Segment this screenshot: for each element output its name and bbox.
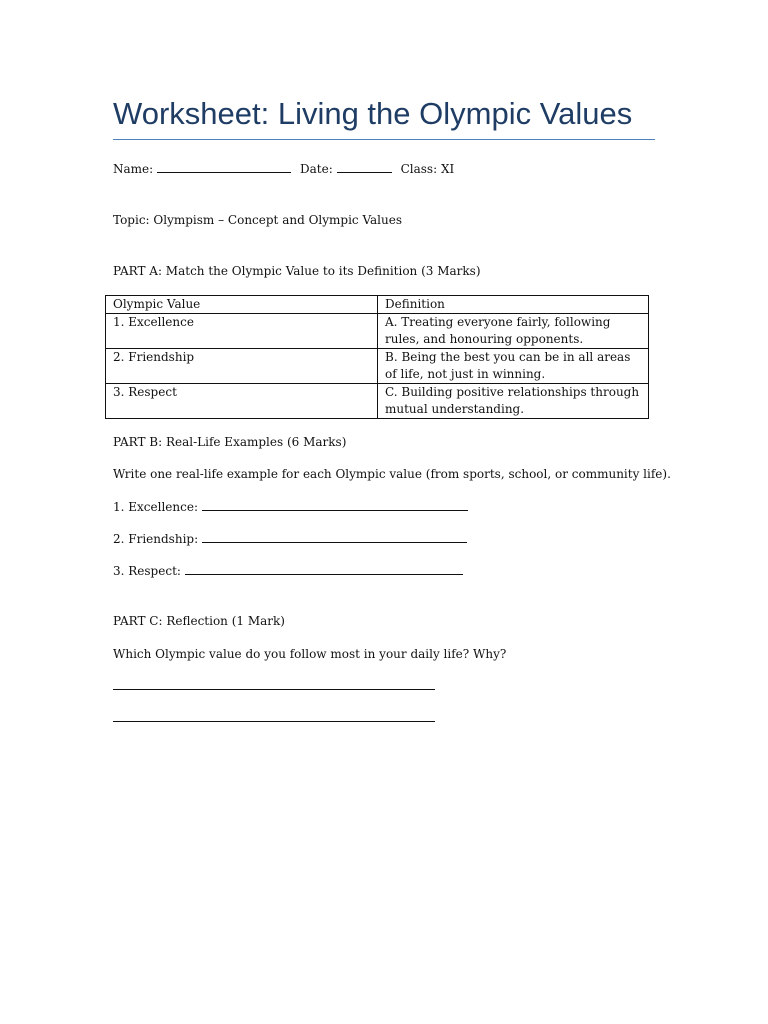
matching-table <box>105 295 649 419</box>
topic-line: Topic: Olympism – Concept and Olympic Values <box>113 213 403 227</box>
title-underline <box>113 139 655 140</box>
reflection-line-1 <box>113 678 435 694</box>
table-row <box>106 314 649 349</box>
definition-cell: C. Building positive relationships through mutual understanding. <box>378 384 649 419</box>
value-cell: 3. Respect <box>106 384 378 419</box>
reflection-blank[interactable] <box>113 678 435 690</box>
part-a-heading: PART A: Match the Olympic Value to its Definition (3 Marks) <box>113 264 481 278</box>
definition-cell: A. Treating everyone fairly, following rules, and honouring opponents. <box>378 314 649 349</box>
table-header-row <box>106 296 649 314</box>
friendship-blank[interactable] <box>202 531 467 543</box>
header-fields <box>113 161 454 177</box>
excellence-label: 1. Excellence: <box>113 500 198 514</box>
date-blank[interactable] <box>337 161 392 173</box>
part-c-question: Which Olympic value do you follow most in your daily life? Why? <box>113 647 507 661</box>
friendship-label: 2. Friendship: <box>113 532 199 546</box>
name-blank[interactable] <box>157 161 291 173</box>
column-header-value: Olympic Value <box>106 296 378 314</box>
reflection-blank[interactable] <box>113 710 435 722</box>
excellence-answer-line <box>113 499 468 515</box>
respect-answer-line <box>113 563 463 579</box>
table-row <box>106 384 649 419</box>
table-row <box>106 349 649 384</box>
column-header-definition: Definition <box>378 296 649 314</box>
value-cell: 2. Friendship <box>106 349 378 384</box>
page-title: Worksheet: Living the Olympic Values <box>113 96 633 131</box>
part-b-heading: PART B: Real-Life Examples (6 Marks) <box>113 435 347 449</box>
class-label: Class: XI <box>400 162 455 176</box>
part-c-heading: PART C: Reflection (1 Mark) <box>113 614 285 628</box>
reflection-line-2 <box>113 710 435 726</box>
friendship-answer-line <box>113 531 467 547</box>
name-label: Name: <box>113 162 154 176</box>
value-cell: 1. Excellence <box>106 314 378 349</box>
date-label: Date: <box>300 162 333 176</box>
respect-blank[interactable] <box>185 563 463 575</box>
definition-cell: B. Being the best you can be in all areas of life, not just in winning. <box>378 349 649 384</box>
part-b-instruction: Write one real-life example for each Olympic value (from sports, school, or community life). <box>113 467 671 481</box>
excellence-blank[interactable] <box>202 499 468 511</box>
respect-label: 3. Respect: <box>113 564 181 578</box>
